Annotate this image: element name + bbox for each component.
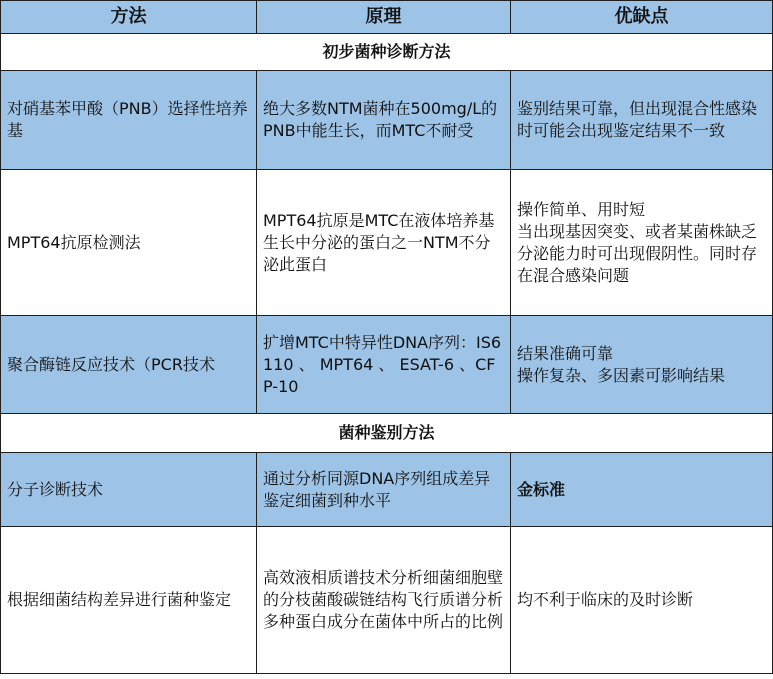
table-row xyxy=(1,71,773,170)
section-title-species: 菌种鉴别方法 xyxy=(1,414,773,453)
pros-cons-line: 结果准确可靠 xyxy=(517,343,614,363)
pros-cons-cell: 均不利于临床的及时诊断 xyxy=(511,527,773,674)
pros-cons-line: 操作简单、用时短 xyxy=(517,199,646,219)
pros-cons-cell xyxy=(511,316,773,414)
pros-cons-line: 操作复杂、多因素可影响结果 xyxy=(517,365,726,385)
principle-cell: 通过分析同源DNA序列组成差异鉴定细菌到种水平 xyxy=(257,453,511,527)
pros-cons-cell: 金标准 xyxy=(511,453,773,527)
principle-cell: 高效液相质谱技术分析细菌细胞壁的分枝菌酸碳链结构飞行质谱分析多种蛋白成分在菌体中所占的比例 xyxy=(257,527,511,674)
section-row-preliminary xyxy=(1,34,773,71)
method-cell: MPT64抗原检测法 xyxy=(1,170,257,316)
header-row xyxy=(1,1,773,34)
header-pros-cons: 优缺点 xyxy=(511,1,773,34)
principle-cell: MPT64抗原是MTC在液体培养基生长中分泌的蛋白之一NTM不分泌此蛋白 xyxy=(257,170,511,316)
table-row xyxy=(1,453,773,527)
section-title-preliminary: 初步菌种诊断方法 xyxy=(1,34,773,71)
method-cell: 分子诊断技术 xyxy=(1,453,257,527)
pros-cons-line: 当出现基因突变、或者某菌株缺乏分泌能力时可出现假阴性。同时存在混合感染问题 xyxy=(517,221,758,285)
table-row xyxy=(1,316,773,414)
section-row-species xyxy=(1,414,773,453)
method-cell: 对硝基苯甲酸（PNB）选择性培养基 xyxy=(1,71,257,170)
header-principle: 原理 xyxy=(257,1,511,34)
pros-cons-cell xyxy=(511,170,773,316)
pros-cons-cell: 鉴别结果可靠，但出现混合性感染时可能会出现鉴定结果不一致 xyxy=(511,71,773,170)
method-cell: 聚合酶链反应技术（PCR技术 xyxy=(1,316,257,414)
principle-cell: 扩增MTC中特异性DNA序列：IS6110 、 MPT64 、 ESAT-6 、CFP-10 xyxy=(257,316,511,414)
principle-cell: 绝大多数NTM菌种在500mg/L的PNB中能生长，而MTC不耐受 xyxy=(257,71,511,170)
table-row xyxy=(1,170,773,316)
header-method: 方法 xyxy=(1,1,257,34)
method-cell: 根据细菌结构差异进行菌种鉴定 xyxy=(1,527,257,674)
table-row xyxy=(1,527,773,674)
